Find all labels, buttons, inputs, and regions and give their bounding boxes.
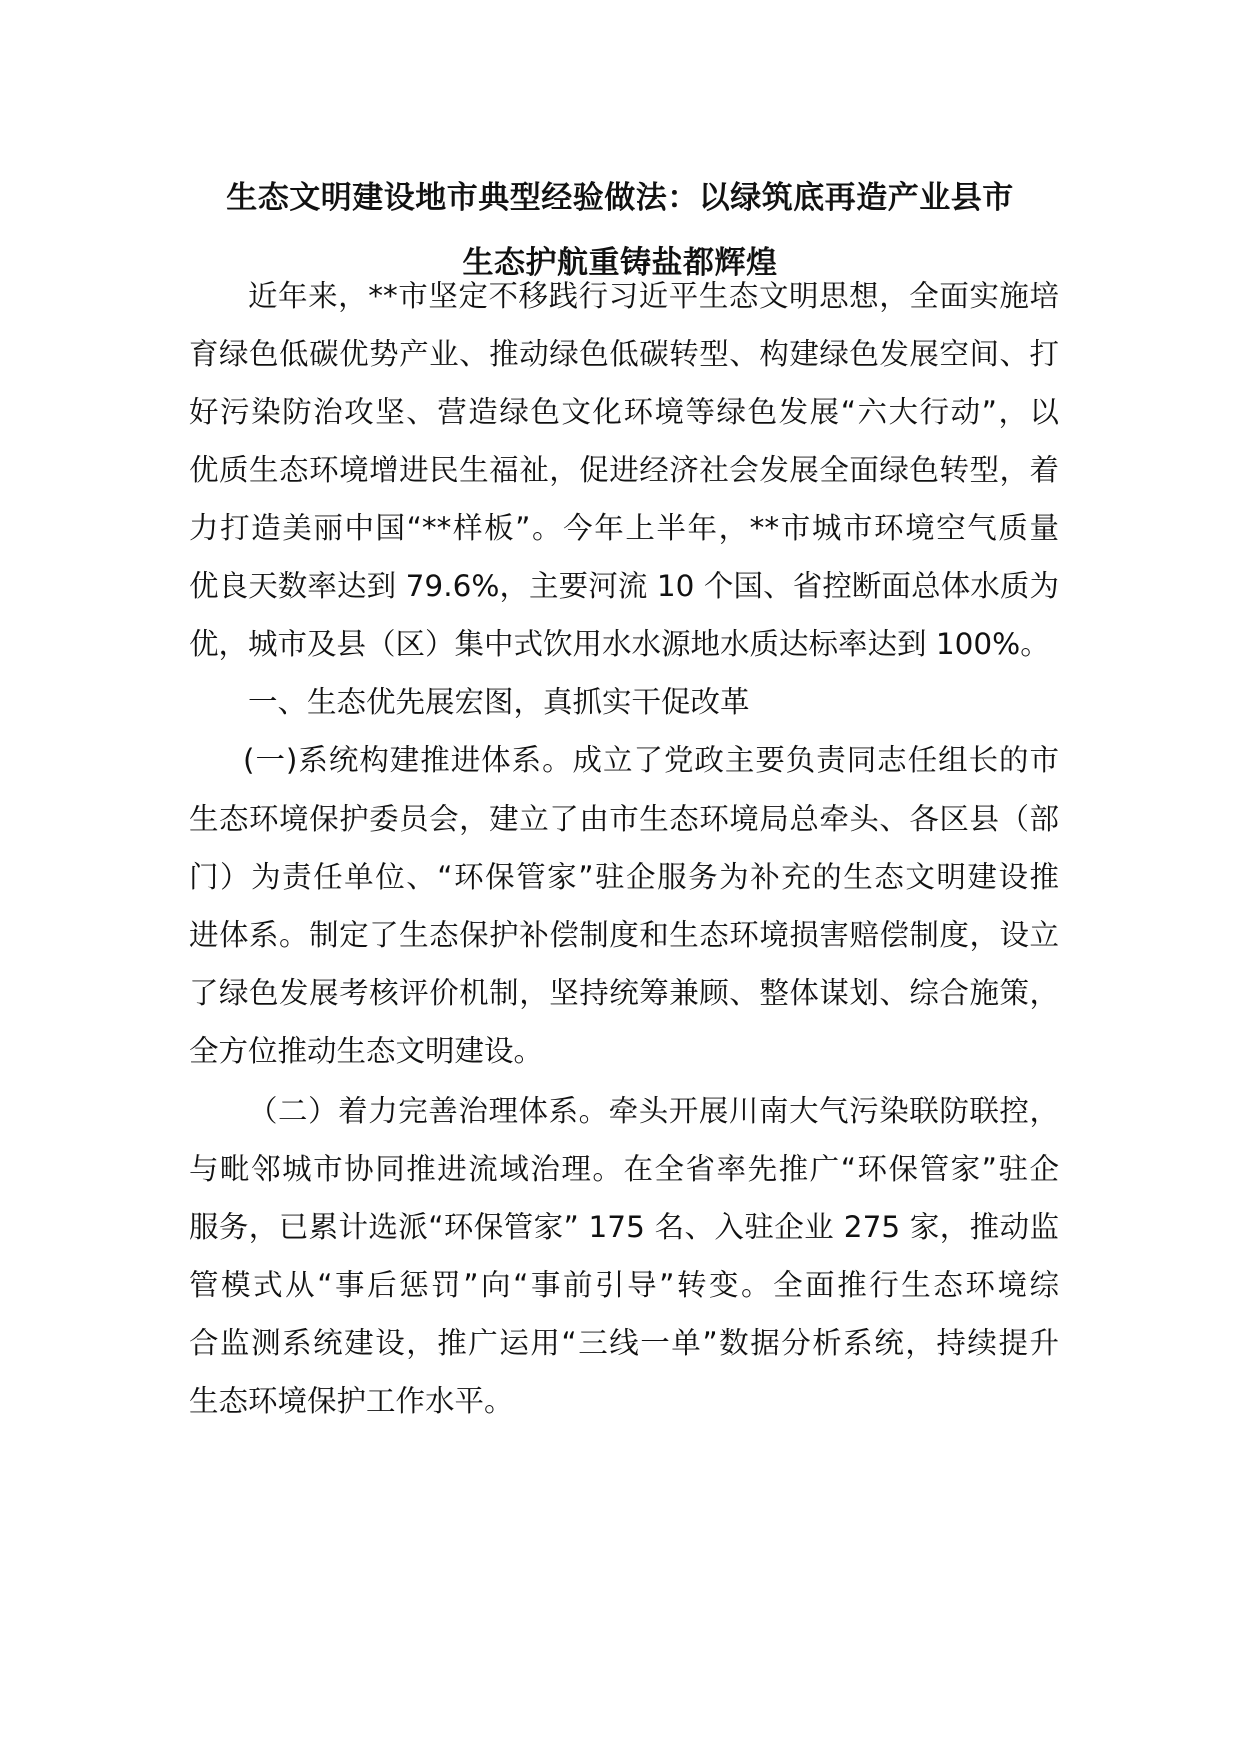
para2-line-5: 合监测系统建设，推广运用“三线一单”数据分析系统，持续提升 xyxy=(189,1326,1059,1360)
para2-line-6: 生态环境保护工作水平。 xyxy=(189,1384,514,1418)
document-title-line-1: 生态文明建设地市典型经验做法：以绿筑底再造产业县市 xyxy=(226,180,1014,216)
para1-line-6: 全方位推动生态文明建设。 xyxy=(189,1034,544,1068)
para1-line-2: 生态环境保护委员会，建立了由市生态环境局总牵头、各区县（部 xyxy=(189,802,1059,836)
para1-line-5: 了绿色发展考核评价机制，坚持统筹兼顾、整体谋划、综合施策， xyxy=(189,976,1059,1010)
intro-line-6: 优良天数率达到 79.6%，主要河流 10 个国、省控断面总体水质为 xyxy=(189,569,1059,603)
intro-line-5: 力打造美丽中国“**样板”。今年上半年，**市城市环境空气质量 xyxy=(189,511,1059,545)
para2-line-2: 与毗邻城市协同推进流域治理。在全省率先推广“环保管家”驻企 xyxy=(189,1152,1059,1186)
intro-line-4: 优质生态环境增进民生福祉，促进经济社会发展全面绿色转型，着 xyxy=(189,453,1059,487)
para1-line-3: 门）为责任单位、“环保管家”驻企服务为补充的生态文明建设推 xyxy=(189,860,1059,894)
intro-line-7: 优，城市及县（区）集中式饮用水水源地水质达标率达到 100%。 xyxy=(189,627,1050,661)
intro-line-1: 近年来，**市坚定不移践行习近平生态文明思想，全面实施培 xyxy=(248,279,1059,313)
para1-line-4: 进体系。制定了生态保护补偿制度和生态环境损害赔偿制度，设立 xyxy=(189,918,1059,952)
para2-line-1: （二）着力完善治理体系。牵头开展川南大气污染联防联控， xyxy=(248,1094,1059,1128)
intro-line-2: 育绿色低碳优势产业、推动绿色低碳转型、构建绿色发展空间、打 xyxy=(189,337,1059,371)
intro-line-3: 好污染防治攻坚、营造绿色文化环境等绿色发展“六大行动”，以 xyxy=(189,395,1059,429)
para2-line-4: 管模式从“事后惩罚”向“事前引导”转变。全面推行生态环境综 xyxy=(189,1268,1059,1302)
section-heading: 一、生态优先展宏图，真抓实干促改革 xyxy=(248,685,750,719)
document-title-line-2: 生态护航重铸盐都辉煌 xyxy=(462,245,778,281)
para2-line-3: 服务，已累计选派“环保管家” 175 名、入驻企业 275 家，推动监 xyxy=(189,1210,1059,1244)
para1-line-1: (一)系统构建推进体系。成立了党政主要负责同志任组长的市 xyxy=(243,743,1059,777)
